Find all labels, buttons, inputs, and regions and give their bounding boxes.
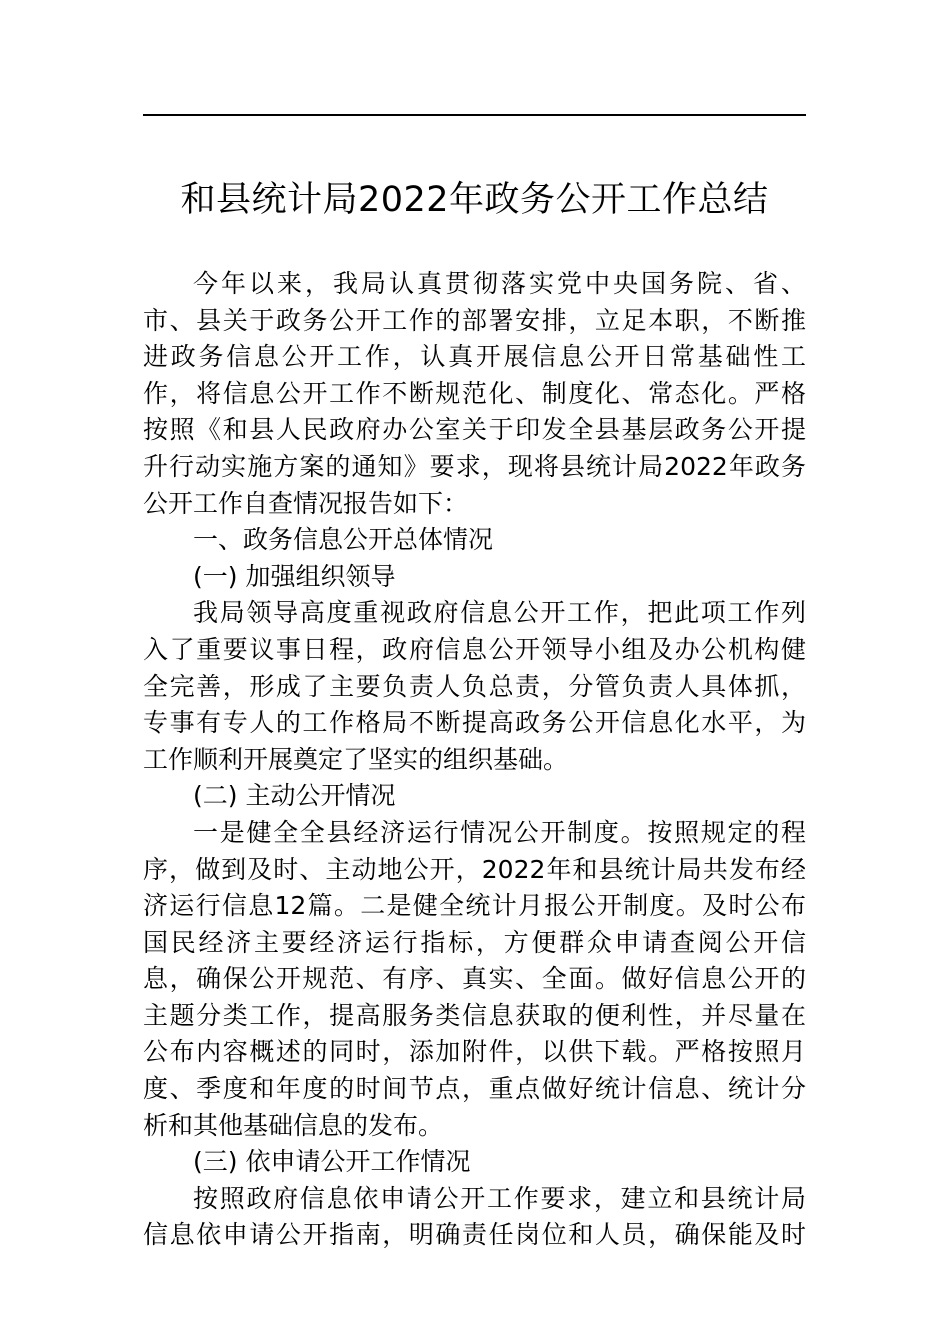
body-line: 市、县关于政务公开工作的部署安排，立足本职，不断推 bbox=[143, 305, 806, 335]
body-line: 进政务信息公开工作，认真开展信息公开日常基础性工 bbox=[143, 342, 806, 372]
body-line: 信息依申请公开指南，明确责任岗位和人员，确保能及时 bbox=[143, 1220, 806, 1250]
body-line: 按照政府信息依申请公开工作要求，建立和县统计局 bbox=[193, 1183, 806, 1213]
body-line: 一、政务信息公开总体情况 bbox=[193, 525, 494, 555]
body-line: 一是健全全县经济运行情况公开制度。按照规定的程 bbox=[193, 817, 806, 847]
body-line: (二) 主动公开情况 bbox=[193, 781, 396, 811]
body-line: 入了重要议事日程，政府信息公开领导小组及办公机构健 bbox=[143, 634, 806, 664]
body-line: 全完善，形成了主要负责人负总责，分管负责人具体抓， bbox=[143, 671, 806, 701]
document-body bbox=[143, 266, 806, 1254]
document-title: 和县统计局2022年政务公开工作总结 bbox=[180, 180, 769, 220]
body-line: 公布内容概述的同时，添加附件，以供下载。严格按照月 bbox=[143, 1037, 806, 1067]
body-line: 公开工作自查情况报告如下： bbox=[143, 488, 469, 518]
body-line: (三) 依申请公开工作情况 bbox=[193, 1147, 471, 1177]
body-line: 专事有专人的工作格局不断提高政务公开信息化水平，为 bbox=[143, 708, 806, 738]
body-line: 息，确保公开规范、有序、真实、全面。做好信息公开的 bbox=[143, 964, 806, 994]
body-line: 度、季度和年度的时间节点，重点做好统计信息、统计分 bbox=[143, 1074, 806, 1104]
body-line: 序，做到及时、主动地公开，2022年和县统计局共发布经 bbox=[143, 854, 806, 884]
body-line: 析和其他基础信息的发布。 bbox=[143, 1110, 444, 1140]
body-line: 我局领导高度重视政府信息公开工作，把此项工作列 bbox=[193, 598, 806, 628]
body-line: (一) 加强组织领导 bbox=[193, 561, 396, 591]
header-rule bbox=[143, 114, 806, 116]
body-line: 升行动实施方案的通知》要求，现将县统计局2022年政务 bbox=[143, 451, 806, 481]
body-line: 主题分类工作，提高服务类信息获取的便利性，并尽量在 bbox=[143, 1000, 806, 1030]
body-line: 工作顺利开展奠定了坚实的组织基础。 bbox=[143, 744, 569, 774]
body-line: 作，将信息公开工作不断规范化、制度化、常态化。严格 bbox=[143, 378, 806, 408]
body-line: 按照《和县人民政府办公室关于印发全县基层政务公开提 bbox=[143, 415, 806, 445]
body-line: 国民经济主要经济运行指标，方便群众申请查阅公开信 bbox=[143, 927, 806, 957]
body-line: 济运行信息12篇。二是健全统计月报公开制度。及时公布 bbox=[143, 891, 806, 921]
body-line: 今年以来，我局认真贯彻落实党中央国务院、省、 bbox=[193, 269, 806, 298]
